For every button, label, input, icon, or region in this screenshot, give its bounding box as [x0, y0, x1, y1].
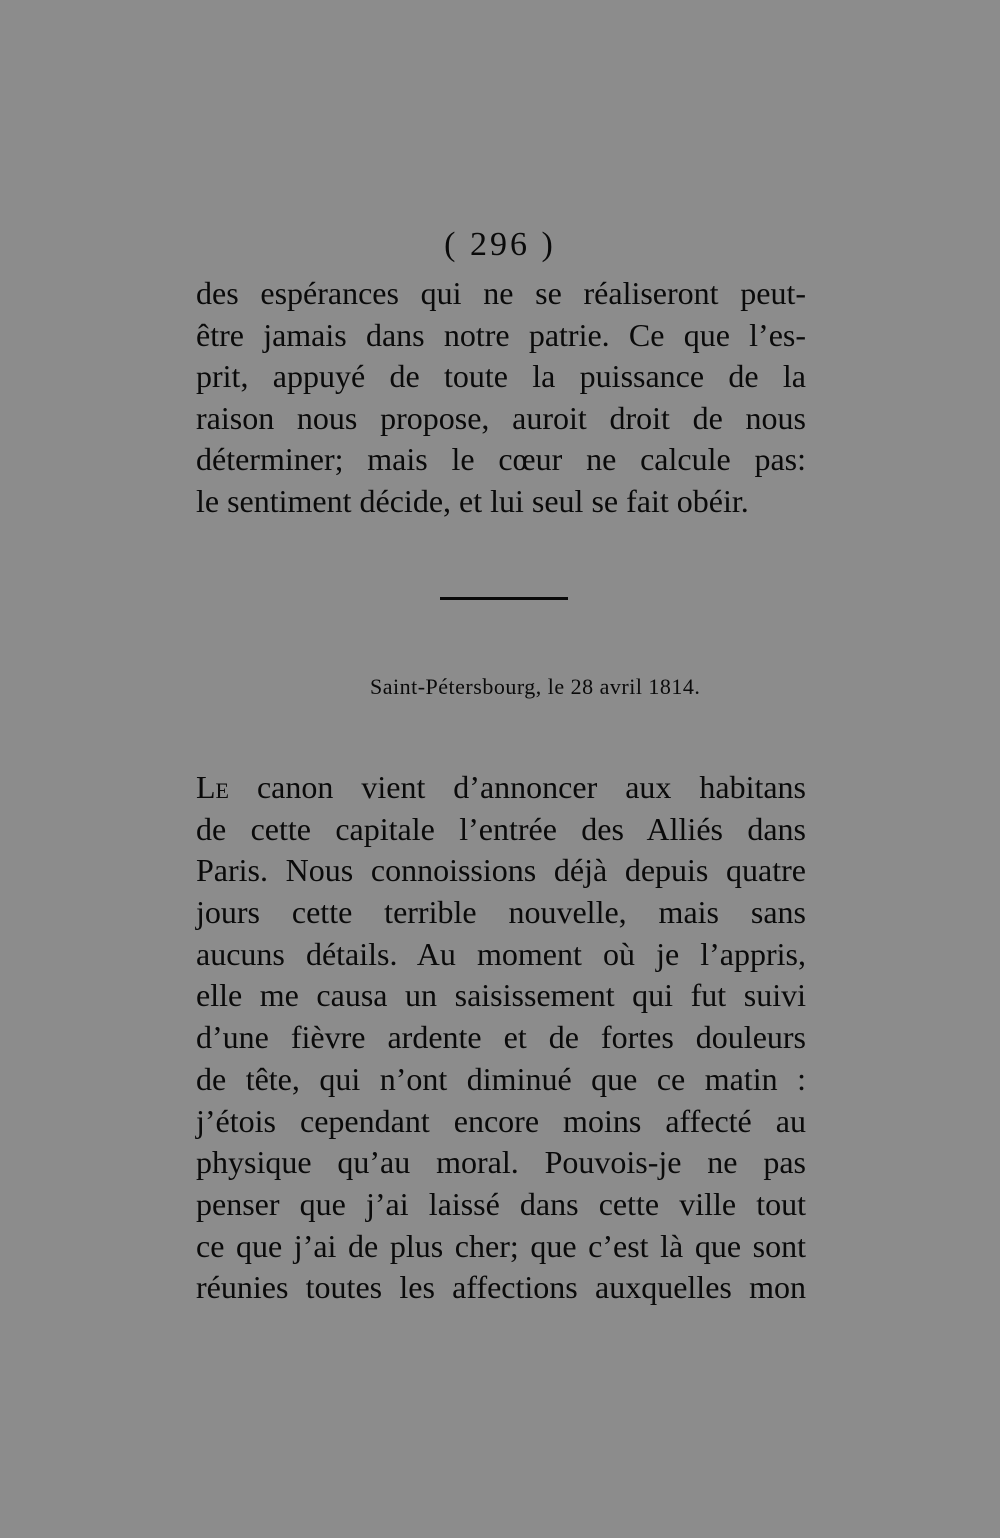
- text-line: Paris. Nous connoissions déjà depuis quatre: [196, 852, 806, 889]
- text-line: raison nous propose, auroit droit de nous: [196, 399, 806, 436]
- text-line-first: [196, 767, 806, 809]
- paragraph-top: [196, 273, 806, 522]
- text-line: le sentiment décide, et lui seul se fait obéir.: [196, 482, 749, 519]
- text-line: d’une fièvre ardente et de fortes douleurs: [196, 1019, 806, 1056]
- first-line-rest: canon vient d’annoncer aux habitans: [229, 769, 806, 805]
- letter-dateline: Saint-Pétersbourg, le 28 avril 1814.: [370, 674, 701, 699]
- text-line: ce que j’ai de plus cher; que c’est là que sont: [196, 1227, 806, 1264]
- drop-word: Le: [196, 769, 229, 805]
- paragraph-bottom: [196, 767, 806, 1309]
- text-line: des espérances qui ne se réaliseront peut-: [196, 275, 806, 311]
- text-line: de tête, qui n’ont diminué que ce matin :: [196, 1060, 806, 1097]
- text-line: être jamais dans notre patrie. Ce que l’es-: [196, 316, 806, 353]
- text-line: j’étois cependant encore moins affecté au: [196, 1102, 806, 1139]
- text-line: prit, appuyé de toute la puissance de la: [196, 358, 806, 394]
- text-line: déterminer; mais le cœur ne calcule pas:: [196, 441, 806, 477]
- section-separator: [440, 597, 568, 600]
- text-line: réunies toutes les affections auxquelles mon: [196, 1269, 806, 1306]
- text-line: aucuns détails. Au moment où je l’appris,: [196, 935, 806, 972]
- text-line: penser que j’ai laissé dans cette ville tout: [196, 1185, 806, 1222]
- text-line: jours cette terrible nouvelle, mais sans: [196, 894, 806, 931]
- page-number: ( 296 ): [444, 226, 556, 263]
- text-line: elle me causa un saisissement qui fut suivi: [196, 977, 806, 1014]
- text-line: physique qu’au moral. Pouvois-je ne pas: [196, 1144, 806, 1181]
- text-line: de cette capitale l’entrée des Alliés dans: [196, 810, 806, 847]
